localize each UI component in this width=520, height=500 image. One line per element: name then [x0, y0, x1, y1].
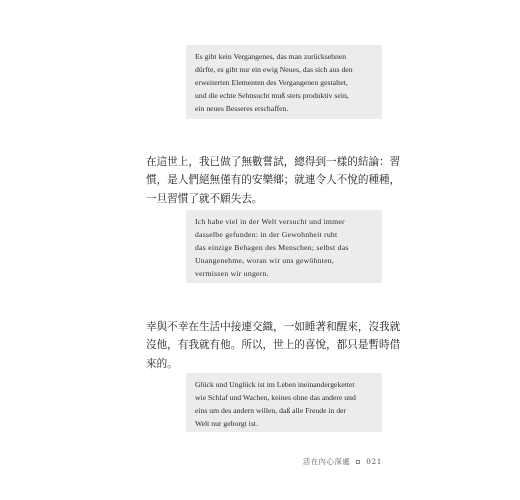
paragraph-line: 幸與不幸在生活中接連交織，一如睡著和醒來，沒我就: [146, 321, 401, 333]
quote-line: vermissen wir ungern.: [195, 269, 269, 279]
quote-line: Unangenehme, woran wir uns gewöhnten,: [195, 256, 335, 266]
body-paragraph-2: [146, 318, 401, 373]
paragraph-line: 來的。: [146, 357, 178, 370]
quote-line: ein neues Besseres erschaffen.: [195, 104, 289, 114]
paragraph-line: 沒他，有我就有他。所以，世上的喜悅，都只是暫時借: [146, 339, 401, 352]
quote-line: Ich habe viel in der Welt versucht und immer: [195, 217, 345, 226]
quote-line: Welt nur geborgt ist.: [195, 419, 258, 429]
quote-line: dasselbe gefunden: in der Gewohnheit ruht: [195, 230, 338, 240]
quote-box-2: [186, 210, 382, 283]
quote-box-1: [186, 45, 382, 119]
paragraph-line: 一旦習慣了就不願失去。: [146, 192, 263, 205]
quote-line: Es gibt kein Vergangenes, das man zurücksehnen: [195, 52, 347, 61]
body-paragraph-1: [146, 153, 401, 208]
quote-line: eins um des andern willen, daß alle Freude in der: [195, 406, 347, 416]
page-number: 021: [366, 457, 382, 466]
quote-line: wie Schlaf und Wachen, keines ohne das andere und: [195, 393, 356, 403]
quote-box-3: [186, 373, 382, 432]
quote-line: dürfte, es gibt nur ein ewig Neues, das sich aus den: [195, 65, 353, 75]
book-title: 活在內心深處: [302, 457, 351, 466]
quote-line: das einzige Behagen des Menschen; selbst das: [195, 243, 349, 253]
quote-line: Glück und Unglück ist im Leben ineinandergekettet: [195, 380, 355, 389]
paragraph-line: 慣，是人們絕無僅有的安樂鄉；就連令人不悅的種種，: [146, 174, 401, 187]
quote-line: und die echte Sehnsucht muß stets produktiv sein,: [195, 91, 349, 101]
quote-line: erweiterten Elementen des Vergangenen gestaltet,: [195, 78, 348, 88]
page-footer: [280, 457, 382, 467]
footer-separator: [356, 460, 360, 464]
paragraph-line: 在這世上，我已做了無數嘗試，總得到一樣的結論：習: [146, 156, 401, 168]
